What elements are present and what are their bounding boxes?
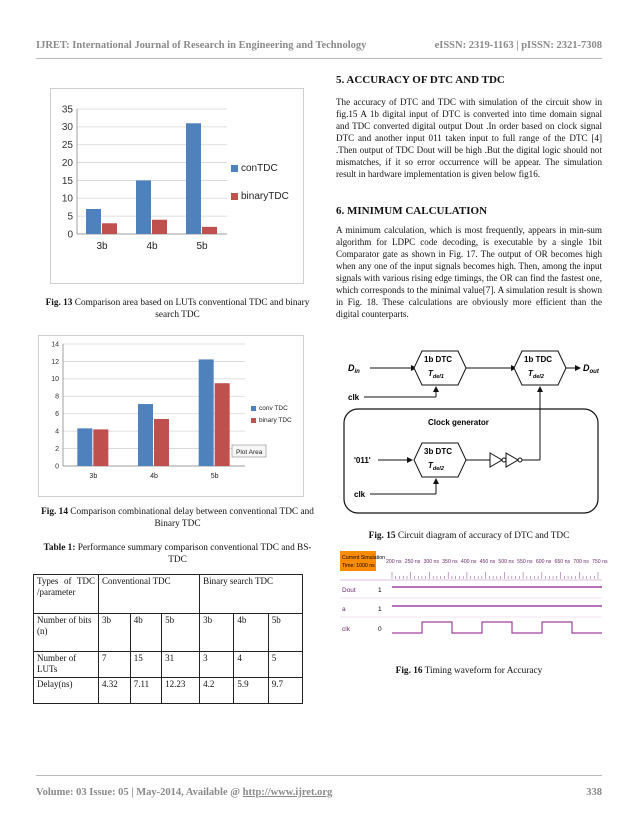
fig16-label: Fig. 16 (395, 666, 423, 676)
sim-label-2: Time: 1000 ns (342, 563, 375, 569)
din-label: $D_{in}$ (348, 363, 360, 375)
table-cell: 31 (162, 652, 200, 678)
table-row (34, 614, 303, 652)
signal-a-label: a (342, 606, 346, 613)
table-row-name: Number of LUTs (34, 652, 99, 678)
ruler-tick-label: 400 ns (460, 559, 477, 565)
y-tick-label: 30 (61, 122, 73, 134)
bar-conv-tdc-5b (199, 359, 214, 466)
section5-body: The accuracy of DTC and TDC with simulation of the circuit show in fig.15 A 1b digital input of DTC is converted into time domain signal and TDC converted digital output Dout .In order based on clock signal DTC and another input 011 taken input to full range of the DTC [4] .Then output of TDC Dout will be high .But the digital logic should not mismatches, if it so error occurrence will be appear. The simulation result in hardware implementation is given below fig16. (336, 97, 602, 179)
table-cell: 7.11 (130, 678, 161, 704)
bar-binarytdc-4b (152, 220, 167, 234)
bar-contdc-4b (136, 180, 151, 234)
signal-dout-label: Dout (342, 587, 356, 594)
fig13-label: Fig. 13 (45, 298, 73, 308)
y-tick-label: 20 (61, 157, 73, 169)
table1-caption (40, 542, 315, 566)
ruler-tick-label: 550 ns (517, 559, 533, 565)
ruler-tick-label: 500 ns (498, 559, 514, 565)
buffer2-symbol (506, 453, 518, 467)
header-rule (36, 58, 602, 59)
table-row (34, 678, 303, 704)
y-tick-label: 35 (61, 104, 73, 116)
y-tick-label: 10 (51, 376, 59, 384)
y-tick-label: 14 (51, 341, 59, 349)
table-head-binary: Binary search TDC (200, 575, 303, 614)
bar-contdc-5b (186, 123, 201, 234)
x-tick-label: 4b (146, 241, 158, 252)
signal-dout-value: 1 (378, 587, 382, 594)
y-tick-label: 10 (61, 193, 73, 205)
bar-conv-tdc-3b (77, 428, 92, 466)
table-cell: 3b (99, 614, 131, 652)
fig14-chart (39, 336, 303, 496)
section5-title: 5. ACCURACY OF DTC AND TDC (336, 74, 505, 86)
fig16-caption-text: Timing waveform for Accuracy (422, 666, 543, 676)
legend-swatch-0 (231, 165, 238, 172)
y-tick-label: 6 (55, 411, 59, 419)
fig14-caption (40, 506, 315, 530)
table-cell: 7 (99, 652, 131, 678)
tdel2b-label: $T_{del2}$ (428, 461, 444, 472)
table-cell: 4.2 (200, 678, 234, 704)
performance-table (33, 574, 303, 704)
x-tick-label: 3b (96, 241, 108, 252)
fig15-circuit-diagram (340, 345, 602, 517)
clk2-label: clk (354, 490, 366, 499)
footer-volume-text: Volume: 03 Issue: 05 | May-2014, Available @ (36, 787, 243, 798)
fig15-caption (336, 530, 602, 542)
y-tick-label: 0 (55, 463, 59, 471)
x-tick-label: 5b (210, 473, 219, 480)
section6-body: A minimum calculation, which is most frequently, appears in min-sum algorithm for LDPC code decoding, is executable by a single 1bit Comparator gate as shown in Fig. 17. The output of OR becomes high when any one of the input signals becomes high. Then, among the input signals with various rising edge timings, the OR can find the fastest one, which corresponds to the minimal value[7]. A simulation result is shown in Fig. 18. These calculations are obviously more efficient than the digital counterparts. (336, 225, 602, 319)
x-tick-label: 5b (196, 241, 208, 252)
signal-a-value: 1 (378, 606, 382, 613)
table-cell: 5 (268, 652, 302, 678)
table-cell: 4 (234, 652, 268, 678)
page-number: 338 (586, 787, 602, 798)
bar-contdc-3b (86, 209, 101, 234)
ruler-tick-label: 700 ns (573, 559, 589, 565)
bar-binary-tdc-3b (93, 429, 108, 466)
fig13-caption (40, 297, 315, 321)
fig14-label: Fig. 14 (41, 507, 68, 517)
input-011-label: '011' (354, 456, 371, 465)
bar-binary-tdc-5b (215, 383, 230, 466)
y-tick-label: 25 (61, 140, 73, 152)
dout-label: $D_{out}$ (583, 363, 599, 375)
y-tick-label: 5 (67, 211, 73, 223)
table-cell: 12.23 (162, 678, 200, 704)
legend-label: binaryTDC (241, 191, 289, 202)
bar-conv-tdc-4b (138, 404, 153, 466)
fig13-chart-frame (50, 88, 304, 284)
fig14-caption-text: Comparison combinational delay between conventional TDC and Binary TDC (67, 507, 314, 529)
clk1-label: clk (348, 393, 360, 402)
ruler-tick-label: 300 ns (423, 559, 440, 565)
ruler-tick-label: 200 ns (386, 559, 402, 565)
legend-label: conTDC (241, 163, 278, 174)
table-row-name: Number of bits (n) (34, 614, 99, 652)
section6-title: 6. MINIMUM CALCULATION (336, 205, 488, 217)
dtc1-label: 1b DTC (424, 355, 452, 364)
ruler-tick-label: 350 ns (442, 559, 458, 565)
table-head-types: Types of TDC /parameter (34, 575, 99, 614)
table-cell: 3b (200, 614, 234, 652)
tdel2a-label: $T_{del2}$ (528, 369, 544, 380)
footer-volume (36, 787, 332, 798)
ruler-tick-label: 750 ns (592, 559, 608, 565)
fig15-label: Fig. 15 (368, 531, 396, 541)
table-cell: 5b (268, 614, 302, 652)
ruler-tick-label: 600 ns (535, 559, 552, 565)
table-row (34, 652, 303, 678)
issn-text: eISSN: 2319-1163 | pISSN: 2321-7308 (434, 40, 602, 51)
tdc1-label: 1b TDC (524, 355, 552, 364)
table-cell: 3 (200, 652, 234, 678)
legend-label: binary TDC (259, 417, 292, 424)
ruler-tick-label: 650 ns (554, 559, 571, 565)
y-tick-label: 15 (61, 175, 73, 187)
signal-clk-label: clk (342, 626, 350, 633)
clock-generator-label: Clock generator (428, 418, 489, 427)
y-tick-label: 0 (67, 229, 73, 241)
y-tick-label: 4 (55, 428, 59, 436)
x-tick-label: 3b (89, 473, 98, 480)
table1-label: Table 1: (43, 543, 76, 553)
signal-clk-value: 0 (378, 626, 382, 633)
footer-link[interactable]: http://www.ijret.org (242, 787, 333, 798)
table-cell: 4b (130, 614, 161, 652)
legend-swatch-1 (251, 418, 256, 423)
table-header-row (34, 575, 303, 614)
y-tick-label: 2 (55, 445, 59, 453)
sim-label-1: Current Simulation (342, 555, 385, 561)
buffer2-bubble (518, 458, 522, 462)
buffer1-symbol (490, 453, 502, 467)
table-cell: 15 (130, 652, 161, 678)
legend-swatch-0 (251, 406, 256, 411)
fig13-chart (51, 89, 303, 283)
fig14-chart-frame (38, 335, 304, 497)
table-cell: 4b (234, 614, 268, 652)
fig13-caption-text: Comparison area based on LUTs conventional TDC and binary search TDC (72, 298, 310, 320)
bar-binary-tdc-4b (154, 419, 169, 466)
table-row-name: Delay(ns) (34, 678, 99, 704)
table1-caption-text: Performance summary comparison conventional TDC and BS-TDC (75, 543, 312, 565)
table-head-conv: Conventional TDC (99, 575, 200, 614)
legend-swatch-1 (231, 193, 238, 200)
footer-rule (36, 775, 602, 776)
fig16-caption (336, 665, 602, 677)
journal-title: IJRET: International Journal of Research in Engineering and Technology (36, 40, 367, 51)
buffer1-bubble (502, 458, 506, 462)
ruler-tick-label: 250 ns (404, 559, 421, 565)
y-tick-label: 12 (51, 358, 59, 366)
table-cell: 5b (162, 614, 200, 652)
table-cell: 9.7 (268, 678, 302, 704)
x-tick-label: 4b (150, 473, 158, 480)
y-tick-label: 8 (55, 393, 59, 401)
ruler-tick-label: 450 ns (479, 559, 496, 565)
bar-binarytdc-3b (102, 223, 117, 234)
fig16-waveform (340, 551, 608, 643)
table-cell: 4.32 (99, 678, 131, 704)
plot-area-tooltip-label: Plot Area (236, 449, 263, 456)
bar-binarytdc-5b (202, 227, 217, 234)
legend-label: conv TDC (259, 405, 288, 412)
dtc3-label: 3b DTC (424, 447, 452, 456)
fig15-caption-text: Circuit diagram of accuracy of DTC and TDC (395, 531, 570, 541)
tdel1-label: $T_{del1}$ (428, 369, 444, 380)
table-cell: 5.9 (234, 678, 268, 704)
